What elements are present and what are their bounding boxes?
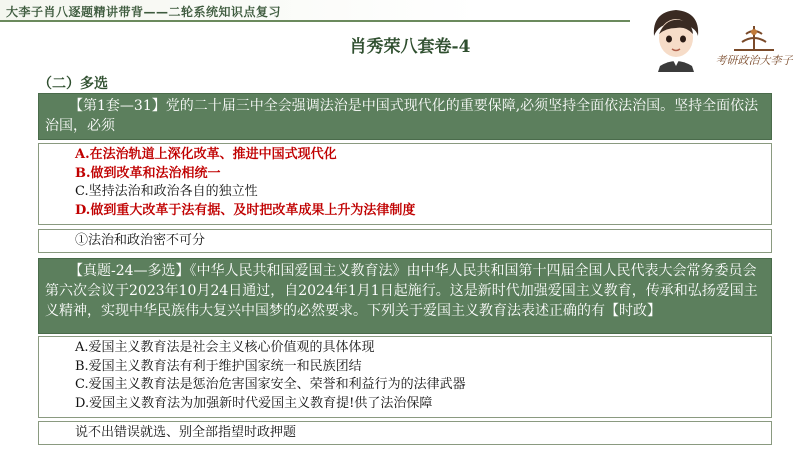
avatar [646, 6, 706, 72]
section-label: （二）多选 [38, 76, 108, 92]
series-title: 大李子肖八逐题精讲带背——二轮系统知识点复习 [6, 5, 282, 19]
question-2-options [38, 336, 772, 418]
note-text: 说不出错误就选、别全部指望时政押题 [75, 425, 297, 440]
brand-logo [712, 24, 796, 72]
logo-text: 考研政治大李子 [715, 54, 793, 67]
option-b: B.做到改革和法治相统一 [75, 165, 221, 181]
option-d: D.做到重大改革于法有据、及时把改革成果上升为法律制度 [75, 202, 416, 218]
question-1-stem [38, 93, 772, 140]
slide-title: 肖秀荣八套卷-4 [349, 37, 471, 57]
option-d: D.爱国主义教育法为加强新时代爱国主义教育提!供了法治保障 [75, 395, 433, 411]
note-text: ①法治和政治密不可分 [75, 233, 206, 248]
option-a: A.在法治轨道上深化改革、推进中国式现代化 [75, 147, 337, 162]
option-c: C.爱国主义教育法是惩治危害国家安全、荣誉和利益行为的法律武器 [75, 377, 466, 392]
option-a: A.爱国主义教育法是社会主义核心价值观的具体体现 [75, 340, 375, 355]
seal-icon [712, 24, 796, 54]
top-divider [0, 20, 630, 22]
option-c: C.坚持法治和政治各自的独立性 [75, 184, 258, 199]
question-1-text: 【第1套—31】党的二十届三中全会强调法治是中国式现代化的重要保障,必须坚持全面依法治国。坚持全面依法治国，必须 [45, 98, 759, 134]
question-2-note [38, 421, 772, 445]
option-b: B.爱国主义教育法有利于维护国家统一和民族团结 [75, 358, 362, 374]
question-2-stem [38, 258, 772, 334]
question-2-text: 【真题-24—多选】《中华人民共和国爱国主义教育法》由中华人民共和国第十四届全国人民代表大会常务委员会第六次会议于2023年10月24日通过，自2024年1月1日起施行。这是新时代加强爱国主义教育，传承和弘扬爱国主义精神，实现中华民族伟大复兴中国梦的必然要求。下列关于爱国主义教育法表述正确的有【时政】 [45, 263, 758, 319]
question-1-options [38, 143, 772, 225]
question-1-note [38, 229, 772, 253]
